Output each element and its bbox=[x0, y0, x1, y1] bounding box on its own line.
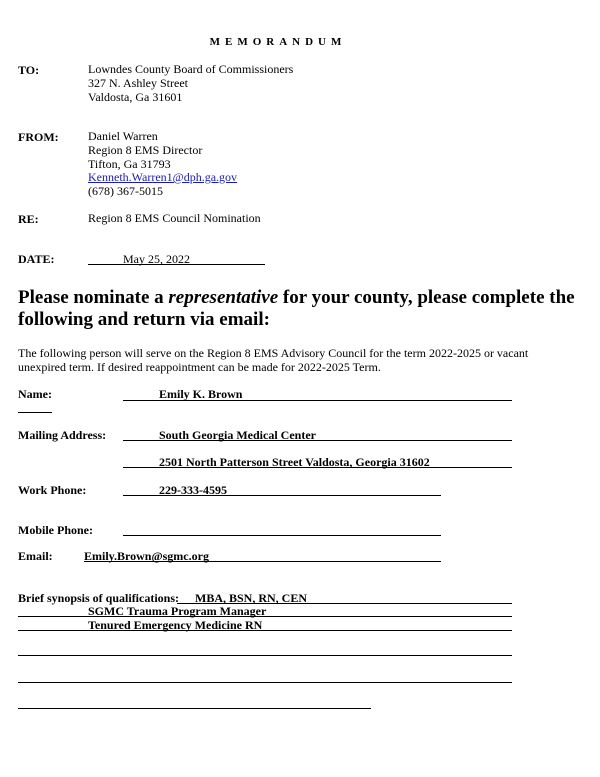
synopsis-label: Brief synopsis of qualifications: bbox=[18, 591, 180, 605]
blank-line-3 bbox=[18, 708, 371, 709]
memo-title: MEMORANDUM bbox=[209, 36, 347, 48]
from-email-link[interactable]: Kenneth.Warren1@dph.ga.gov bbox=[88, 170, 238, 184]
nomination-heading bbox=[18, 287, 578, 331]
name-value: Emily K. Brown bbox=[159, 387, 243, 401]
to-label: TO: bbox=[18, 63, 40, 77]
date-value: May 25, 2022 bbox=[123, 252, 190, 266]
mobile-phone-line bbox=[123, 535, 441, 536]
intro-paragraph: The following person will serve on the Region 8 EMS Advisory Council for the term 2022-2025 or vacant unexpired term. If desired reappointment can be made for 2022-2025 Term. bbox=[18, 346, 529, 374]
heading-italic: representative bbox=[168, 287, 279, 308]
name-line bbox=[123, 400, 512, 401]
to-name: Lowndes County Board of Commissioners bbox=[88, 62, 294, 76]
from-label: FROM: bbox=[18, 130, 59, 144]
from-city: Tifton, Ga 31793 bbox=[88, 157, 171, 171]
synopsis-line3 bbox=[18, 630, 512, 631]
synopsis-line1-value: MBA, BSN, RN, CEN bbox=[195, 591, 308, 605]
to-city: Valdosta, Ga 31601 bbox=[88, 90, 183, 104]
date-label: DATE: bbox=[18, 252, 55, 266]
from-name: Daniel Warren bbox=[88, 129, 158, 143]
synopsis-line2-value: SGMC Trauma Program Manager bbox=[88, 604, 267, 618]
blank-line-2 bbox=[18, 682, 512, 683]
synopsis-line2 bbox=[18, 616, 512, 617]
from-phone: (678) 367-5015 bbox=[88, 184, 163, 198]
mailing-line1 bbox=[123, 440, 512, 441]
email-value: Emily.Brown@sgmc.org bbox=[84, 549, 209, 563]
mailing-label: Mailing Address: bbox=[18, 428, 107, 442]
mailing-line1-value: South Georgia Medical Center bbox=[159, 428, 316, 442]
blank-line-1 bbox=[18, 655, 512, 656]
mobile-phone-label: Mobile Phone: bbox=[18, 523, 93, 537]
re-value: Region 8 EMS Council Nomination bbox=[88, 211, 261, 225]
work-phone-value: 229-333-4595 bbox=[159, 483, 227, 497]
work-phone-line bbox=[123, 495, 441, 496]
heading-part1: Please nominate a bbox=[18, 287, 169, 308]
to-street: 327 N. Ashley Street bbox=[88, 76, 188, 90]
heading-part2: for your county, please complete the following and return via email: bbox=[18, 287, 575, 330]
re-label: RE: bbox=[18, 212, 39, 226]
mailing-line2 bbox=[123, 467, 512, 468]
name-label: Name: bbox=[18, 387, 52, 401]
from-title: Region 8 EMS Director bbox=[88, 143, 203, 157]
email-line bbox=[84, 561, 441, 562]
mailing-line2-value: 2501 North Patterson Street Valdosta, Georgia 31602 bbox=[159, 455, 430, 469]
email-label: Email: bbox=[18, 549, 53, 563]
name-extra-line bbox=[18, 412, 52, 413]
date-underline bbox=[88, 264, 265, 265]
synopsis-line3-value: Tenured Emergency Medicine RN bbox=[88, 618, 263, 632]
work-phone-label: Work Phone: bbox=[18, 483, 87, 497]
